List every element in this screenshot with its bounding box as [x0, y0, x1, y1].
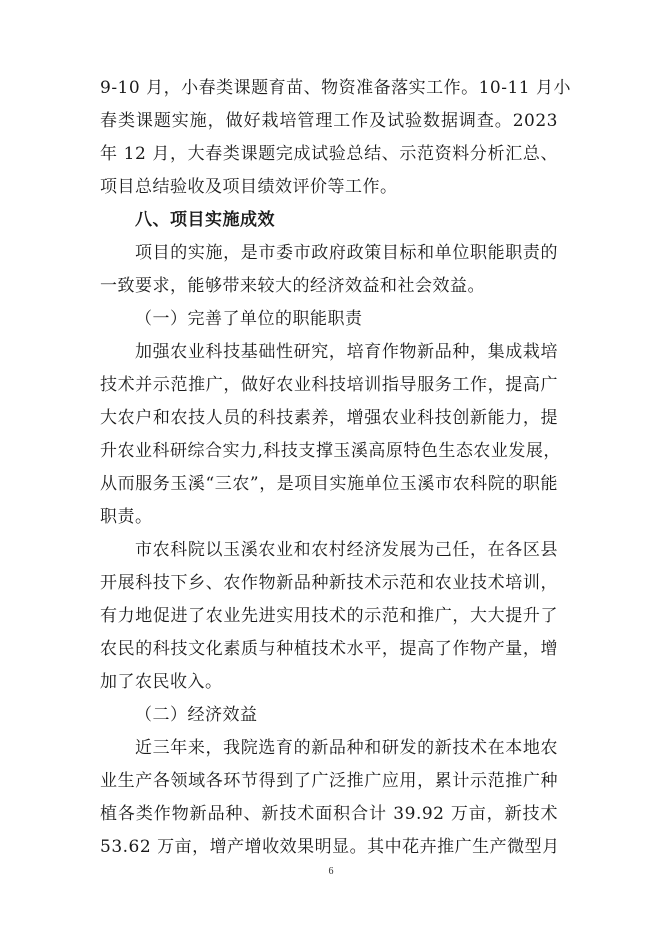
text-line: 有力地促进了农业先进实用技术的示范和推广，大大提升了: [100, 606, 558, 626]
text-line: 近三年来，我院选育的新品种和研发的新技术在本地农: [135, 738, 558, 758]
subsection-heading: （二）经济效益: [135, 705, 258, 725]
text-line: 业生产各领域各环节得到了广泛推广应用，累计示范推广种: [100, 771, 558, 791]
text-line: 春类课题实施，做好栽培管理工作及试验数据调查。2023: [100, 111, 558, 131]
text-line: 9-10 月，小春类课题育苗、物资准备落实工作。10-11 月小: [100, 78, 572, 98]
text-line: 加了农民收入。: [100, 672, 223, 692]
text-line: 年 12 月，大春类课题完成试验总结、示范资料分析汇总、: [100, 144, 558, 164]
page-number: 6: [328, 866, 334, 877]
text-line: 农民的科技文化素质与种植技术水平，提高了作物产量，增: [100, 639, 558, 659]
text-line: 技术并示范推广，做好农业科技培训指导服务工作，提高广: [100, 375, 558, 395]
section-heading: 八、项目实施成效: [135, 210, 275, 230]
text-line: 升农业科研综合实力,科技支撑玉溪高原特色生态农业发展，: [100, 441, 561, 461]
text-line: 53.62 万亩，增产增收效果明显。其中花卉推广生产微型月: [100, 837, 560, 857]
text-line: 项目的实施，是市委市政府政策目标和单位职能职责的: [135, 243, 558, 263]
text-line: 一致要求，能够带来较大的经济效益和社会效益。: [100, 276, 485, 296]
text-line: 加强农业科技基础性研究，培育作物新品种，集成栽培: [135, 342, 558, 362]
text-line: 大农户和农技人员的科技素养，增强农业科技创新能力，提: [100, 408, 558, 428]
text-line: 职责。: [100, 507, 153, 527]
text-line: 开展科技下乡、农作物新品种新技术示范和农业技术培训，: [100, 573, 558, 593]
text-line: 项目总结验收及项目绩效评价等工作。: [100, 177, 398, 197]
subsection-heading: （一）完善了单位的职能职责: [135, 309, 363, 329]
text-line: 从而服务玉溪“三农”，是项目实施单位玉溪市农科院的职能: [100, 474, 558, 494]
text-line: 市农科院以玉溪农业和农村经济发展为己任，在各区县: [135, 540, 558, 560]
text-line: 植各类作物新品种、新技术面积合计 39.92 万亩，新技术: [100, 804, 558, 824]
document-body: [100, 72, 572, 864]
